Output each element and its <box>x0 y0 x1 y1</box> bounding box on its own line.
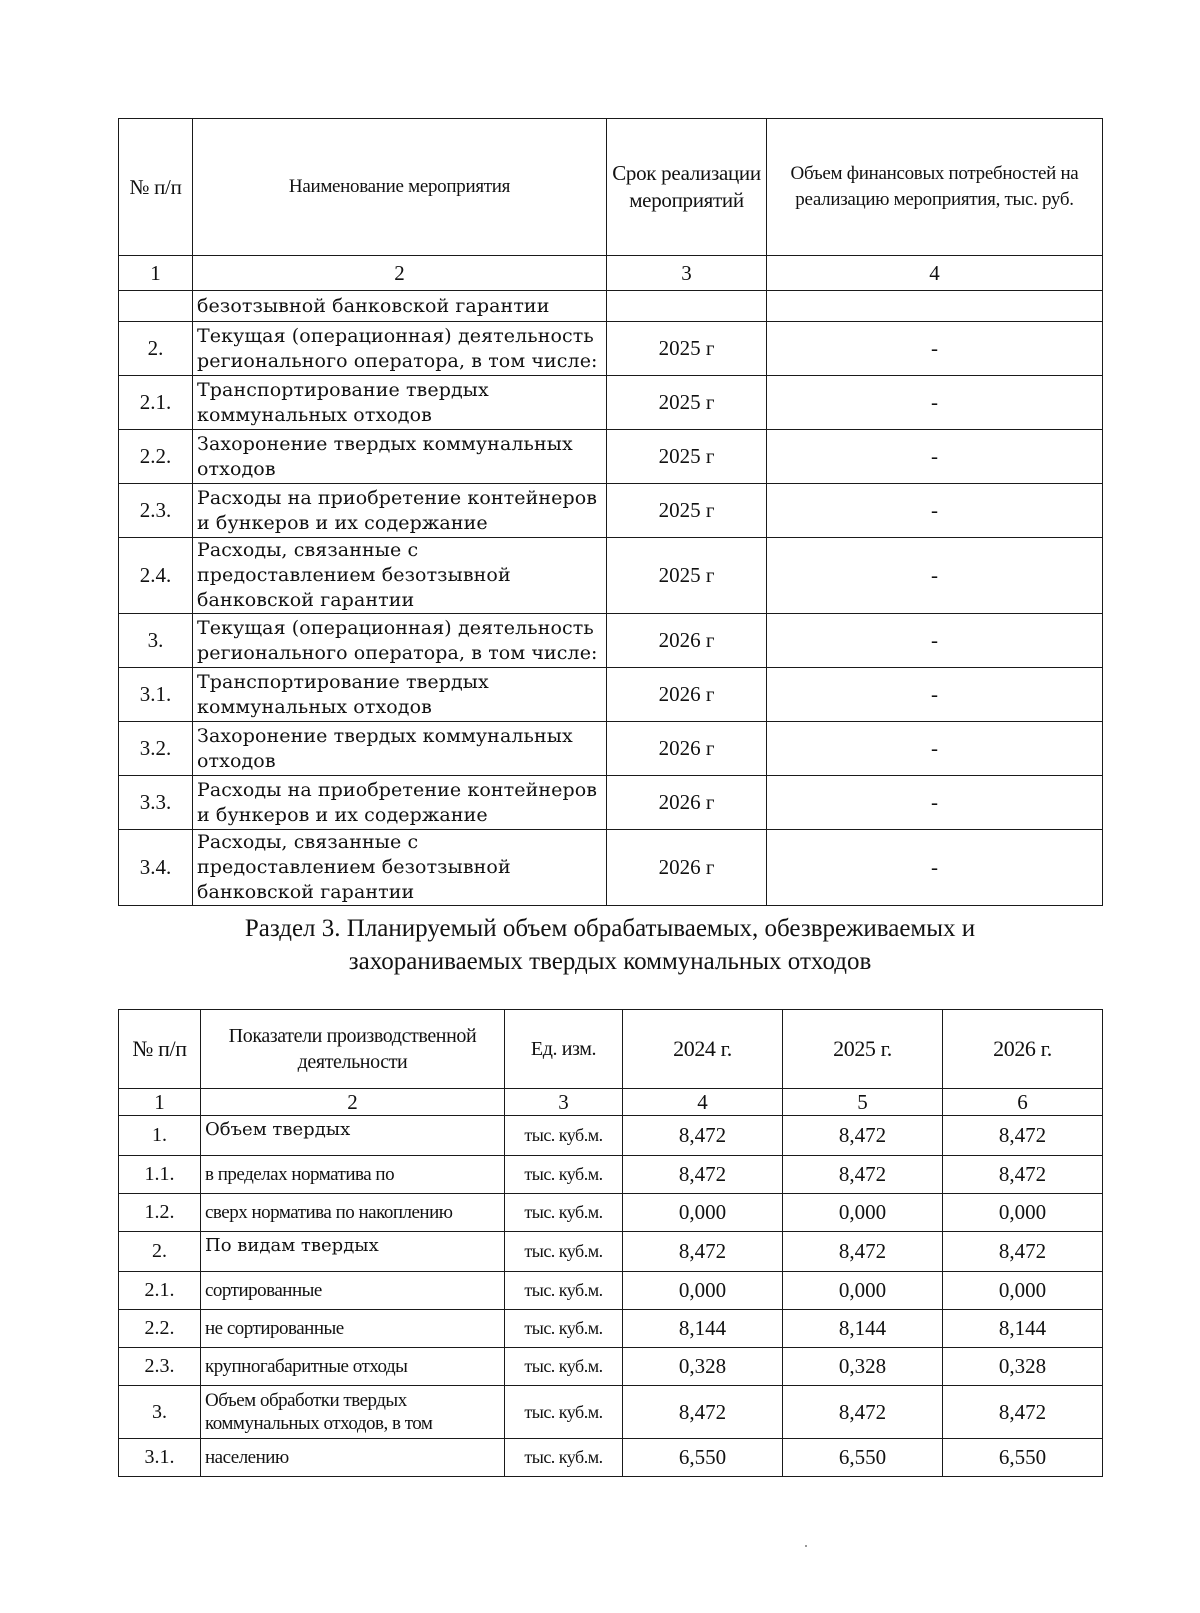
continuation-row <box>119 291 1103 322</box>
value-2026: 0,328 <box>943 1348 1103 1386</box>
activity-volume: - <box>767 614 1103 668</box>
activity-name: Расходы, связанные с предоставлением безотзывной банковской гарантии <box>193 830 607 906</box>
header-no: № п/п <box>119 119 193 256</box>
value-2024: 8,472 <box>623 1156 783 1194</box>
indicator-unit: тыс. куб.м. <box>505 1348 623 1386</box>
indicator-row <box>119 1156 1103 1194</box>
waste-header-row <box>119 1010 1103 1089</box>
indicator-name: населению <box>201 1439 505 1477</box>
indicator-number: 3.1. <box>119 1439 201 1477</box>
section-3-heading-line-2: захораниваемых твердых коммунальных отходов <box>348 948 872 975</box>
column-numbers-row <box>119 256 1103 291</box>
indicator-number: 3. <box>119 1386 201 1439</box>
value-2025: 8,472 <box>783 1232 943 1272</box>
value-2026: 0,000 <box>943 1272 1103 1310</box>
activity-row <box>119 776 1103 830</box>
indicator-number: 1.2. <box>119 1194 201 1232</box>
waste-volume-table <box>118 1009 1103 1477</box>
activity-row <box>119 538 1103 614</box>
value-2026: 8,472 <box>943 1116 1103 1156</box>
header-financial-volume: Объем финансовых потребностей на реализацию мероприятия, тыс. руб. <box>767 119 1103 256</box>
column-number: 3 <box>505 1089 623 1116</box>
activity-name: Текущая (операционная) деятельность регионального оператора, в том числе: <box>193 322 607 376</box>
activity-term: 2025 г <box>607 322 767 376</box>
activity-term: 2025 г <box>607 538 767 614</box>
continuation-volume <box>767 291 1103 322</box>
indicator-number: 2.2. <box>119 1310 201 1348</box>
activity-volume: - <box>767 376 1103 430</box>
indicator-name: По видам твердых <box>201 1232 505 1272</box>
indicator-row <box>119 1348 1103 1386</box>
column-number: 4 <box>623 1089 783 1116</box>
value-2025: 8,472 <box>783 1386 943 1439</box>
activity-row <box>119 376 1103 430</box>
activity-number: 3.4. <box>119 830 193 906</box>
indicator-name: Объем твердых <box>201 1116 505 1156</box>
column-number: 5 <box>783 1089 943 1116</box>
indicator-number: 2.1. <box>119 1272 201 1310</box>
header-unit: Ед. изм. <box>505 1010 623 1089</box>
activities-table <box>118 118 1103 906</box>
value-2024: 6,550 <box>623 1439 783 1477</box>
activity-name: Транспортирование твердых коммунальных отходов <box>193 668 607 722</box>
header-year-2025: 2025 г. <box>783 1010 943 1089</box>
continuation-no <box>119 291 193 322</box>
indicator-name: в пределах норматива по <box>201 1156 505 1194</box>
activity-name: Расходы на приобретение контейнеров и бункеров и их содержание <box>193 776 607 830</box>
activity-name: Текущая (операционная) деятельность регионального оператора, в том числе: <box>193 614 607 668</box>
indicator-number: 1.1. <box>119 1156 201 1194</box>
indicator-row <box>119 1439 1103 1477</box>
activity-number: 3.3. <box>119 776 193 830</box>
activity-row <box>119 722 1103 776</box>
section-3-heading-line-1: Раздел 3. Планируемый объем обрабатываемых, обезвреживаемых и <box>244 915 976 942</box>
indicator-row <box>119 1386 1103 1439</box>
value-2024: 8,472 <box>623 1116 783 1156</box>
indicator-number: 2.3. <box>119 1348 201 1386</box>
value-2025: 0,328 <box>783 1348 943 1386</box>
activity-row <box>119 322 1103 376</box>
indicator-number: 2. <box>119 1232 201 1272</box>
activity-volume: - <box>767 776 1103 830</box>
value-2024: 8,144 <box>623 1310 783 1348</box>
activity-name: Расходы, связанные с предоставлением безотзывной банковской гарантии <box>193 538 607 614</box>
section-3-heading <box>118 912 1102 978</box>
activity-name: Транспортирование твердых коммунальных отходов <box>193 376 607 430</box>
value-2026: 8,144 <box>943 1310 1103 1348</box>
activity-term: 2025 г <box>607 376 767 430</box>
activity-number: 2.4. <box>119 538 193 614</box>
indicator-row <box>119 1232 1103 1272</box>
value-2024: 0,000 <box>623 1272 783 1310</box>
column-numbers-row <box>119 1089 1103 1116</box>
scan-speck <box>805 1545 807 1547</box>
activity-row <box>119 430 1103 484</box>
value-2024: 0,328 <box>623 1348 783 1386</box>
column-number: 1 <box>119 1089 201 1116</box>
activity-row <box>119 614 1103 668</box>
activity-term: 2025 г <box>607 430 767 484</box>
activity-term: 2026 г <box>607 614 767 668</box>
activities-header-row <box>119 119 1103 256</box>
column-number: 1 <box>119 256 193 291</box>
activity-volume: - <box>767 430 1103 484</box>
activity-number: 3.1. <box>119 668 193 722</box>
indicator-row <box>119 1272 1103 1310</box>
indicator-name: Объем обработки твердых коммунальных отходов, в том <box>201 1386 505 1439</box>
activity-term: 2026 г <box>607 668 767 722</box>
activity-term: 2025 г <box>607 484 767 538</box>
header-term: Срок реализации мероприятий <box>607 119 767 256</box>
indicator-unit: тыс. куб.м. <box>505 1439 623 1477</box>
value-2026: 0,000 <box>943 1194 1103 1232</box>
value-2025: 0,000 <box>783 1272 943 1310</box>
activity-name: Захоронение твердых коммунальных отходов <box>193 722 607 776</box>
activity-volume: - <box>767 830 1103 906</box>
activity-name: Расходы на приобретение контейнеров и бункеров и их содержание <box>193 484 607 538</box>
indicator-unit: тыс. куб.м. <box>505 1194 623 1232</box>
activity-term: 2026 г <box>607 776 767 830</box>
value-2025: 6,550 <box>783 1439 943 1477</box>
indicator-unit: тыс. куб.м. <box>505 1272 623 1310</box>
header-indicator: Показатели производственной деятельности <box>201 1010 505 1089</box>
activity-row <box>119 830 1103 906</box>
header-activity-name: Наименование мероприятия <box>193 119 607 256</box>
continuation-text: безотзывной банковской гарантии <box>193 291 607 322</box>
activity-term: 2026 г <box>607 830 767 906</box>
header-year-2024: 2024 г. <box>623 1010 783 1089</box>
indicator-name: сверх норматива по накоплению <box>201 1194 505 1232</box>
indicator-row <box>119 1116 1103 1156</box>
activity-term: 2026 г <box>607 722 767 776</box>
value-2024: 8,472 <box>623 1386 783 1439</box>
activity-volume: - <box>767 538 1103 614</box>
header-year-2026: 2026 г. <box>943 1010 1103 1089</box>
activity-volume: - <box>767 722 1103 776</box>
value-2025: 0,000 <box>783 1194 943 1232</box>
value-2025: 8,144 <box>783 1310 943 1348</box>
indicator-row <box>119 1310 1103 1348</box>
value-2025: 8,472 <box>783 1156 943 1194</box>
activity-number: 3.2. <box>119 722 193 776</box>
value-2026: 8,472 <box>943 1232 1103 1272</box>
indicator-unit: тыс. куб.м. <box>505 1156 623 1194</box>
activity-number: 2. <box>119 322 193 376</box>
indicator-unit: тыс. куб.м. <box>505 1386 623 1439</box>
indicator-unit: тыс. куб.м. <box>505 1232 623 1272</box>
value-2026: 8,472 <box>943 1156 1103 1194</box>
value-2024: 8,472 <box>623 1232 783 1272</box>
indicator-unit: тыс. куб.м. <box>505 1310 623 1348</box>
column-number: 4 <box>767 256 1103 291</box>
value-2026: 6,550 <box>943 1439 1103 1477</box>
column-number: 3 <box>607 256 767 291</box>
activity-volume: - <box>767 668 1103 722</box>
value-2026: 8,472 <box>943 1386 1103 1439</box>
indicator-number: 1. <box>119 1116 201 1156</box>
column-number: 2 <box>201 1089 505 1116</box>
indicator-row <box>119 1194 1103 1232</box>
activity-number: 2.3. <box>119 484 193 538</box>
value-2024: 0,000 <box>623 1194 783 1232</box>
activity-number: 3. <box>119 614 193 668</box>
continuation-term <box>607 291 767 322</box>
value-2025: 8,472 <box>783 1116 943 1156</box>
activity-name: Захоронение твердых коммунальных отходов <box>193 430 607 484</box>
activity-volume: - <box>767 484 1103 538</box>
indicator-name: крупногабаритные отходы <box>201 1348 505 1386</box>
column-number: 2 <box>193 256 607 291</box>
indicator-name: сортированные <box>201 1272 505 1310</box>
indicator-name: не сортированные <box>201 1310 505 1348</box>
header-no: № п/п <box>119 1010 201 1089</box>
activity-volume: - <box>767 322 1103 376</box>
activity-row <box>119 668 1103 722</box>
activity-number: 2.2. <box>119 430 193 484</box>
activity-row <box>119 484 1103 538</box>
activity-number: 2.1. <box>119 376 193 430</box>
column-number: 6 <box>943 1089 1103 1116</box>
indicator-unit: тыс. куб.м. <box>505 1116 623 1156</box>
